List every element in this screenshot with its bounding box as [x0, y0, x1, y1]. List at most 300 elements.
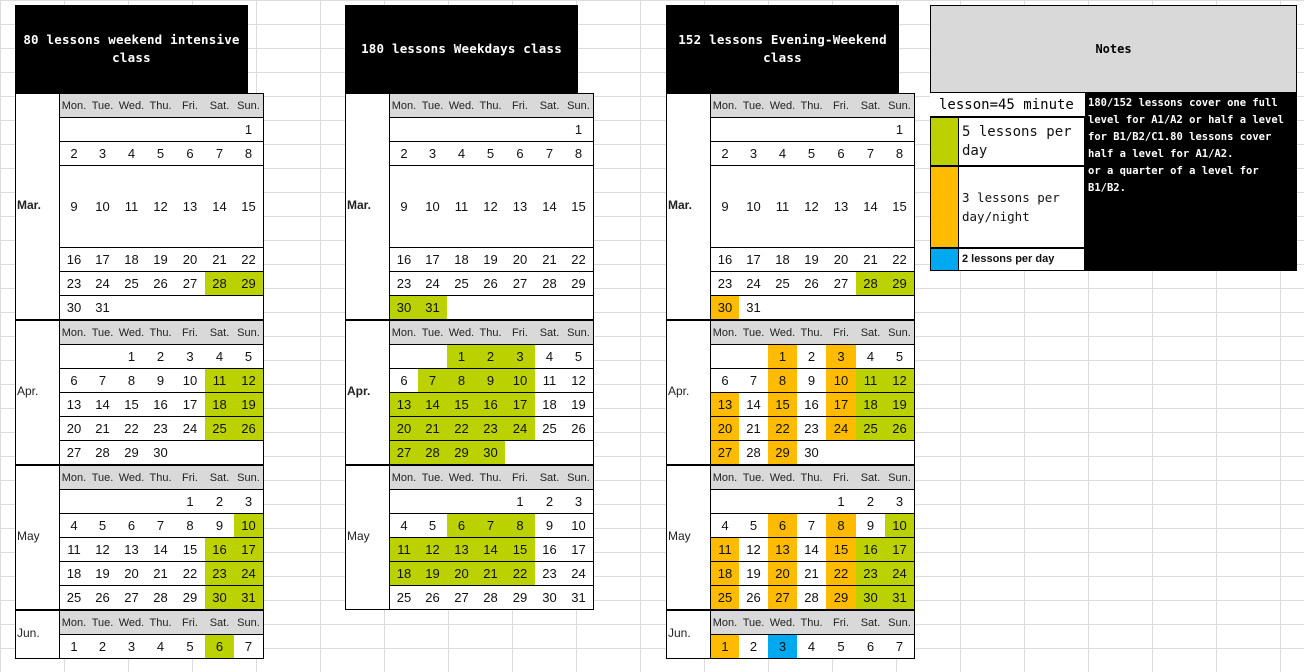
- day-cell[interactable]: 19: [476, 248, 506, 272]
- day-cell[interactable]: 24: [88, 272, 118, 296]
- day-cell[interactable]: 15: [885, 166, 915, 248]
- day-cell[interactable]: 15: [447, 393, 477, 417]
- empty-day-cell[interactable]: [768, 490, 798, 514]
- day-cell[interactable]: 8: [564, 142, 594, 166]
- day-cell[interactable]: 23: [205, 562, 235, 586]
- day-cell[interactable]: 17: [418, 248, 448, 272]
- empty-day-cell[interactable]: [535, 441, 565, 465]
- day-cell[interactable]: 21: [418, 417, 448, 441]
- day-cell[interactable]: 25: [205, 417, 235, 441]
- day-cell[interactable]: 21: [205, 248, 235, 272]
- day-cell[interactable]: 2: [476, 345, 506, 369]
- day-cell[interactable]: 18: [389, 562, 419, 586]
- day-cell[interactable]: 8: [768, 369, 798, 393]
- day-cell[interactable]: 6: [826, 142, 857, 166]
- day-cell[interactable]: 9: [476, 369, 506, 393]
- day-cell[interactable]: 3: [564, 490, 594, 514]
- day-cell[interactable]: 1: [826, 490, 857, 514]
- calendar-title[interactable]: 152 lessons Evening-Weekend class: [666, 5, 899, 93]
- day-cell[interactable]: 12: [88, 538, 118, 562]
- day-cell[interactable]: 27: [447, 586, 477, 610]
- day-cell[interactable]: 31: [234, 586, 264, 610]
- empty-day-cell[interactable]: [146, 296, 176, 320]
- day-cell[interactable]: 26: [739, 586, 769, 610]
- empty-day-cell[interactable]: [564, 441, 594, 465]
- day-cell[interactable]: 23: [476, 417, 506, 441]
- empty-day-cell[interactable]: [856, 296, 886, 320]
- day-cell[interactable]: 11: [710, 538, 740, 562]
- day-cell[interactable]: 6: [59, 369, 89, 393]
- day-cell[interactable]: 13: [505, 166, 536, 248]
- day-cell[interactable]: 24: [175, 417, 206, 441]
- day-cell[interactable]: 30: [476, 441, 506, 465]
- day-cell[interactable]: 8: [447, 369, 477, 393]
- day-cell[interactable]: 27: [389, 441, 419, 465]
- day-cell[interactable]: 25: [535, 417, 565, 441]
- day-cell[interactable]: 4: [117, 142, 147, 166]
- day-cell[interactable]: 24: [739, 272, 769, 296]
- day-cell[interactable]: 23: [59, 272, 89, 296]
- day-cell[interactable]: 29: [564, 272, 594, 296]
- day-cell[interactable]: 27: [768, 586, 798, 610]
- empty-day-cell[interactable]: [175, 441, 206, 465]
- day-cell[interactable]: 10: [88, 166, 118, 248]
- day-cell[interactable]: 14: [739, 393, 769, 417]
- day-cell[interactable]: 6: [389, 369, 419, 393]
- day-cell[interactable]: 24: [826, 417, 857, 441]
- day-cell[interactable]: 6: [175, 142, 206, 166]
- day-cell[interactable]: 5: [564, 345, 594, 369]
- day-cell[interactable]: 26: [88, 586, 118, 610]
- day-cell[interactable]: 1: [768, 345, 798, 369]
- day-cell[interactable]: 25: [710, 586, 740, 610]
- lesson-length-cell[interactable]: lesson=45 minute: [930, 93, 1085, 117]
- day-cell[interactable]: 28: [535, 272, 565, 296]
- day-cell[interactable]: 20: [389, 417, 419, 441]
- day-cell[interactable]: 3: [117, 635, 147, 659]
- legend-label-orange[interactable]: 3 lessons per day/night: [959, 166, 1085, 248]
- empty-day-cell[interactable]: [205, 296, 235, 320]
- day-cell[interactable]: 7: [856, 142, 886, 166]
- day-cell[interactable]: 12: [739, 538, 769, 562]
- day-cell[interactable]: 28: [856, 272, 886, 296]
- day-cell[interactable]: 4: [856, 345, 886, 369]
- day-cell[interactable]: 30: [389, 296, 419, 320]
- day-cell[interactable]: 2: [59, 142, 89, 166]
- day-cell[interactable]: 21: [476, 562, 506, 586]
- day-cell[interactable]: 26: [476, 272, 506, 296]
- day-cell[interactable]: 16: [389, 248, 419, 272]
- day-cell[interactable]: 30: [59, 296, 89, 320]
- day-cell[interactable]: 8: [885, 142, 915, 166]
- day-cell[interactable]: 6: [768, 514, 798, 538]
- day-cell[interactable]: 19: [88, 562, 118, 586]
- day-cell[interactable]: 17: [564, 538, 594, 562]
- day-cell[interactable]: 29: [826, 586, 857, 610]
- day-cell[interactable]: 28: [88, 441, 118, 465]
- day-cell[interactable]: 2: [205, 490, 235, 514]
- empty-day-cell[interactable]: [175, 296, 206, 320]
- empty-day-cell[interactable]: [885, 296, 915, 320]
- day-cell[interactable]: 29: [175, 586, 206, 610]
- day-cell[interactable]: 21: [88, 417, 118, 441]
- day-cell[interactable]: 12: [885, 369, 915, 393]
- day-cell[interactable]: 12: [564, 369, 594, 393]
- day-cell[interactable]: 1: [710, 635, 740, 659]
- day-cell[interactable]: 31: [418, 296, 448, 320]
- day-cell[interactable]: 29: [768, 441, 798, 465]
- day-cell[interactable]: 18: [59, 562, 89, 586]
- day-cell[interactable]: 9: [59, 166, 89, 248]
- day-cell[interactable]: 11: [768, 166, 798, 248]
- day-cell[interactable]: 14: [856, 166, 886, 248]
- day-cell[interactable]: 2: [535, 490, 565, 514]
- day-cell[interactable]: 21: [856, 248, 886, 272]
- empty-day-cell[interactable]: [418, 118, 448, 142]
- day-cell[interactable]: 5: [175, 635, 206, 659]
- day-cell[interactable]: 12: [797, 166, 827, 248]
- day-cell[interactable]: 2: [856, 490, 886, 514]
- day-cell[interactable]: 15: [117, 393, 147, 417]
- day-cell[interactable]: 17: [505, 393, 536, 417]
- day-cell[interactable]: 5: [476, 142, 506, 166]
- day-cell[interactable]: 5: [146, 142, 176, 166]
- day-cell[interactable]: 29: [234, 272, 264, 296]
- empty-day-cell[interactable]: [447, 296, 477, 320]
- day-cell[interactable]: 25: [117, 272, 147, 296]
- day-cell[interactable]: 10: [564, 514, 594, 538]
- day-cell[interactable]: 9: [710, 166, 740, 248]
- day-cell[interactable]: 3: [88, 142, 118, 166]
- day-cell[interactable]: 18: [447, 248, 477, 272]
- day-cell[interactable]: 7: [739, 369, 769, 393]
- day-cell[interactable]: 2: [797, 345, 827, 369]
- day-cell[interactable]: 4: [389, 514, 419, 538]
- day-cell[interactable]: 14: [797, 538, 827, 562]
- empty-day-cell[interactable]: [59, 345, 89, 369]
- empty-day-cell[interactable]: [739, 490, 769, 514]
- day-cell[interactable]: 20: [59, 417, 89, 441]
- day-cell[interactable]: 3: [885, 490, 915, 514]
- day-cell[interactable]: 19: [797, 248, 827, 272]
- empty-day-cell[interactable]: [505, 296, 536, 320]
- day-cell[interactable]: 4: [768, 142, 798, 166]
- day-cell[interactable]: 19: [564, 393, 594, 417]
- day-cell[interactable]: 26: [234, 417, 264, 441]
- day-cell[interactable]: 20: [447, 562, 477, 586]
- day-cell[interactable]: 25: [59, 586, 89, 610]
- day-cell[interactable]: 27: [710, 441, 740, 465]
- day-cell[interactable]: 28: [797, 586, 827, 610]
- day-cell[interactable]: 12: [476, 166, 506, 248]
- empty-day-cell[interactable]: [476, 296, 506, 320]
- day-cell[interactable]: 16: [205, 538, 235, 562]
- day-cell[interactable]: 13: [447, 538, 477, 562]
- empty-day-cell[interactable]: [710, 345, 740, 369]
- day-cell[interactable]: 22: [117, 417, 147, 441]
- day-cell[interactable]: 28: [146, 586, 176, 610]
- day-cell[interactable]: 11: [59, 538, 89, 562]
- day-cell[interactable]: 17: [234, 538, 264, 562]
- day-cell[interactable]: 30: [146, 441, 176, 465]
- empty-day-cell[interactable]: [768, 118, 798, 142]
- empty-day-cell[interactable]: [797, 118, 827, 142]
- empty-day-cell[interactable]: [205, 118, 235, 142]
- day-cell[interactable]: 22: [768, 417, 798, 441]
- day-cell[interactable]: 10: [739, 166, 769, 248]
- day-cell[interactable]: 7: [535, 142, 565, 166]
- empty-day-cell[interactable]: [234, 296, 264, 320]
- day-cell[interactable]: 8: [234, 142, 264, 166]
- day-cell[interactable]: 19: [739, 562, 769, 586]
- day-cell[interactable]: 6: [856, 635, 886, 659]
- notes-description[interactable]: 180/152 lessons cover one full level for A1/A2 or half a level for B1/B2/C1.80 lessons cover half a level for A1/A2. or a quarter of a level for B1/B2.: [1085, 93, 1297, 271]
- day-cell[interactable]: 18: [535, 393, 565, 417]
- empty-day-cell[interactable]: [826, 441, 857, 465]
- day-cell[interactable]: 4: [797, 635, 827, 659]
- empty-day-cell[interactable]: [797, 490, 827, 514]
- day-cell[interactable]: 1: [59, 635, 89, 659]
- day-cell[interactable]: 9: [797, 369, 827, 393]
- day-cell[interactable]: 23: [856, 562, 886, 586]
- day-cell[interactable]: 13: [826, 166, 857, 248]
- day-cell[interactable]: 26: [797, 272, 827, 296]
- day-cell[interactable]: 6: [117, 514, 147, 538]
- day-cell[interactable]: 16: [797, 393, 827, 417]
- day-cell[interactable]: 26: [146, 272, 176, 296]
- empty-day-cell[interactable]: [234, 441, 264, 465]
- day-cell[interactable]: 7: [476, 514, 506, 538]
- day-cell[interactable]: 24: [505, 417, 536, 441]
- day-cell[interactable]: 15: [564, 166, 594, 248]
- day-cell[interactable]: 27: [826, 272, 857, 296]
- day-cell[interactable]: 17: [826, 393, 857, 417]
- empty-day-cell[interactable]: [88, 345, 118, 369]
- day-cell[interactable]: 9: [535, 514, 565, 538]
- day-cell[interactable]: 31: [564, 586, 594, 610]
- day-cell[interactable]: 16: [710, 248, 740, 272]
- day-cell[interactable]: 13: [389, 393, 419, 417]
- day-cell[interactable]: 4: [447, 142, 477, 166]
- day-cell[interactable]: 19: [885, 393, 915, 417]
- day-cell[interactable]: 18: [856, 393, 886, 417]
- day-cell[interactable]: 14: [535, 166, 565, 248]
- day-cell[interactable]: 10: [175, 369, 206, 393]
- day-cell[interactable]: 27: [117, 586, 147, 610]
- day-cell[interactable]: 7: [234, 635, 264, 659]
- day-cell[interactable]: 10: [234, 514, 264, 538]
- day-cell[interactable]: 17: [885, 538, 915, 562]
- empty-day-cell[interactable]: [205, 441, 235, 465]
- day-cell[interactable]: 22: [175, 562, 206, 586]
- day-cell[interactable]: 21: [535, 248, 565, 272]
- day-cell[interactable]: 22: [826, 562, 857, 586]
- calendar-title[interactable]: 80 lessons weekend intensive class: [15, 5, 248, 93]
- empty-day-cell[interactable]: [710, 490, 740, 514]
- day-cell[interactable]: 1: [175, 490, 206, 514]
- empty-day-cell[interactable]: [856, 118, 886, 142]
- empty-day-cell[interactable]: [885, 441, 915, 465]
- empty-day-cell[interactable]: [856, 441, 886, 465]
- empty-day-cell[interactable]: [88, 490, 118, 514]
- day-cell[interactable]: 16: [59, 248, 89, 272]
- day-cell[interactable]: 7: [885, 635, 915, 659]
- day-cell[interactable]: 30: [797, 441, 827, 465]
- day-cell[interactable]: 2: [146, 345, 176, 369]
- day-cell[interactable]: 1: [117, 345, 147, 369]
- day-cell[interactable]: 1: [564, 118, 594, 142]
- empty-day-cell[interactable]: [59, 490, 89, 514]
- day-cell[interactable]: 3: [739, 142, 769, 166]
- day-cell[interactable]: 11: [447, 166, 477, 248]
- day-cell[interactable]: 27: [59, 441, 89, 465]
- day-cell[interactable]: 21: [797, 562, 827, 586]
- day-cell[interactable]: 24: [885, 562, 915, 586]
- day-cell[interactable]: 30: [205, 586, 235, 610]
- day-cell[interactable]: 20: [826, 248, 857, 272]
- empty-day-cell[interactable]: [476, 490, 506, 514]
- day-cell[interactable]: 7: [205, 142, 235, 166]
- day-cell[interactable]: 15: [234, 166, 264, 248]
- day-cell[interactable]: 1: [234, 118, 264, 142]
- day-cell[interactable]: 2: [710, 142, 740, 166]
- day-cell[interactable]: 30: [710, 296, 740, 320]
- day-cell[interactable]: 14: [205, 166, 235, 248]
- day-cell[interactable]: 3: [234, 490, 264, 514]
- day-cell[interactable]: 12: [234, 369, 264, 393]
- day-cell[interactable]: 14: [476, 538, 506, 562]
- empty-day-cell[interactable]: [117, 490, 147, 514]
- day-cell[interactable]: 21: [739, 417, 769, 441]
- day-cell[interactable]: 29: [117, 441, 147, 465]
- day-cell[interactable]: 21: [146, 562, 176, 586]
- empty-day-cell[interactable]: [535, 118, 565, 142]
- day-cell[interactable]: 11: [856, 369, 886, 393]
- day-cell[interactable]: 15: [505, 538, 536, 562]
- day-cell[interactable]: 28: [739, 441, 769, 465]
- day-cell[interactable]: 12: [418, 538, 448, 562]
- day-cell[interactable]: 18: [710, 562, 740, 586]
- day-cell[interactable]: 22: [885, 248, 915, 272]
- empty-day-cell[interactable]: [146, 118, 176, 142]
- empty-day-cell[interactable]: [535, 296, 565, 320]
- empty-day-cell[interactable]: [146, 490, 176, 514]
- day-cell[interactable]: 30: [856, 586, 886, 610]
- day-cell[interactable]: 5: [885, 345, 915, 369]
- day-cell[interactable]: 1: [885, 118, 915, 142]
- day-cell[interactable]: 7: [88, 369, 118, 393]
- day-cell[interactable]: 5: [418, 514, 448, 538]
- day-cell[interactable]: 31: [88, 296, 118, 320]
- day-cell[interactable]: 16: [476, 393, 506, 417]
- day-cell[interactable]: 17: [175, 393, 206, 417]
- day-cell[interactable]: 11: [535, 369, 565, 393]
- day-cell[interactable]: 28: [476, 586, 506, 610]
- day-cell[interactable]: 20: [175, 248, 206, 272]
- day-cell[interactable]: 13: [768, 538, 798, 562]
- empty-day-cell[interactable]: [389, 345, 419, 369]
- calendar-title[interactable]: 180 lessons Weekdays class: [345, 5, 578, 93]
- empty-day-cell[interactable]: [117, 118, 147, 142]
- day-cell[interactable]: 10: [505, 369, 536, 393]
- empty-day-cell[interactable]: [739, 118, 769, 142]
- day-cell[interactable]: 25: [447, 272, 477, 296]
- legend-label-blue[interactable]: 2 lessons per day: [959, 248, 1085, 271]
- day-cell[interactable]: 10: [885, 514, 915, 538]
- empty-day-cell[interactable]: [418, 490, 448, 514]
- empty-day-cell[interactable]: [739, 345, 769, 369]
- day-cell[interactable]: 11: [117, 166, 147, 248]
- day-cell[interactable]: 30: [535, 586, 565, 610]
- day-cell[interactable]: 26: [418, 586, 448, 610]
- empty-day-cell[interactable]: [59, 118, 89, 142]
- empty-day-cell[interactable]: [175, 118, 206, 142]
- day-cell[interactable]: 23: [797, 417, 827, 441]
- day-cell[interactable]: 2: [739, 635, 769, 659]
- day-cell[interactable]: 15: [175, 538, 206, 562]
- day-cell[interactable]: 18: [205, 393, 235, 417]
- day-cell[interactable]: 8: [505, 514, 536, 538]
- day-cell[interactable]: 18: [117, 248, 147, 272]
- empty-day-cell[interactable]: [797, 296, 827, 320]
- day-cell[interactable]: 23: [389, 272, 419, 296]
- day-cell[interactable]: 16: [146, 393, 176, 417]
- day-cell[interactable]: 4: [535, 345, 565, 369]
- day-cell[interactable]: 8: [117, 369, 147, 393]
- day-cell[interactable]: 15: [826, 538, 857, 562]
- day-cell[interactable]: 5: [739, 514, 769, 538]
- day-cell[interactable]: 4: [59, 514, 89, 538]
- day-cell[interactable]: 23: [146, 417, 176, 441]
- day-cell[interactable]: 4: [710, 514, 740, 538]
- day-cell[interactable]: 3: [768, 635, 798, 659]
- day-cell[interactable]: 4: [205, 345, 235, 369]
- day-cell[interactable]: 6: [205, 635, 235, 659]
- day-cell[interactable]: 9: [389, 166, 419, 248]
- empty-day-cell[interactable]: [710, 118, 740, 142]
- day-cell[interactable]: 13: [117, 538, 147, 562]
- day-cell[interactable]: 11: [389, 538, 419, 562]
- empty-day-cell[interactable]: [88, 118, 118, 142]
- day-cell[interactable]: 2: [389, 142, 419, 166]
- day-cell[interactable]: 19: [234, 393, 264, 417]
- day-cell[interactable]: 4: [146, 635, 176, 659]
- day-cell[interactable]: 13: [710, 393, 740, 417]
- day-cell[interactable]: 18: [768, 248, 798, 272]
- day-cell[interactable]: 27: [505, 272, 536, 296]
- day-cell[interactable]: 20: [505, 248, 536, 272]
- day-cell[interactable]: 28: [205, 272, 235, 296]
- day-cell[interactable]: 5: [88, 514, 118, 538]
- day-cell[interactable]: 25: [856, 417, 886, 441]
- day-cell[interactable]: 28: [418, 441, 448, 465]
- day-cell[interactable]: 22: [564, 248, 594, 272]
- empty-day-cell[interactable]: [447, 490, 477, 514]
- day-cell[interactable]: 3: [826, 345, 857, 369]
- day-cell[interactable]: 19: [418, 562, 448, 586]
- day-cell[interactable]: 25: [389, 586, 419, 610]
- empty-day-cell[interactable]: [389, 490, 419, 514]
- legend-label-green[interactable]: 5 lessons per day: [959, 117, 1085, 166]
- day-cell[interactable]: 24: [564, 562, 594, 586]
- day-cell[interactable]: 9: [856, 514, 886, 538]
- empty-day-cell[interactable]: [768, 296, 798, 320]
- day-cell[interactable]: 5: [234, 345, 264, 369]
- day-cell[interactable]: 29: [447, 441, 477, 465]
- empty-day-cell[interactable]: [505, 118, 536, 142]
- empty-day-cell[interactable]: [826, 118, 857, 142]
- day-cell[interactable]: 8: [826, 514, 857, 538]
